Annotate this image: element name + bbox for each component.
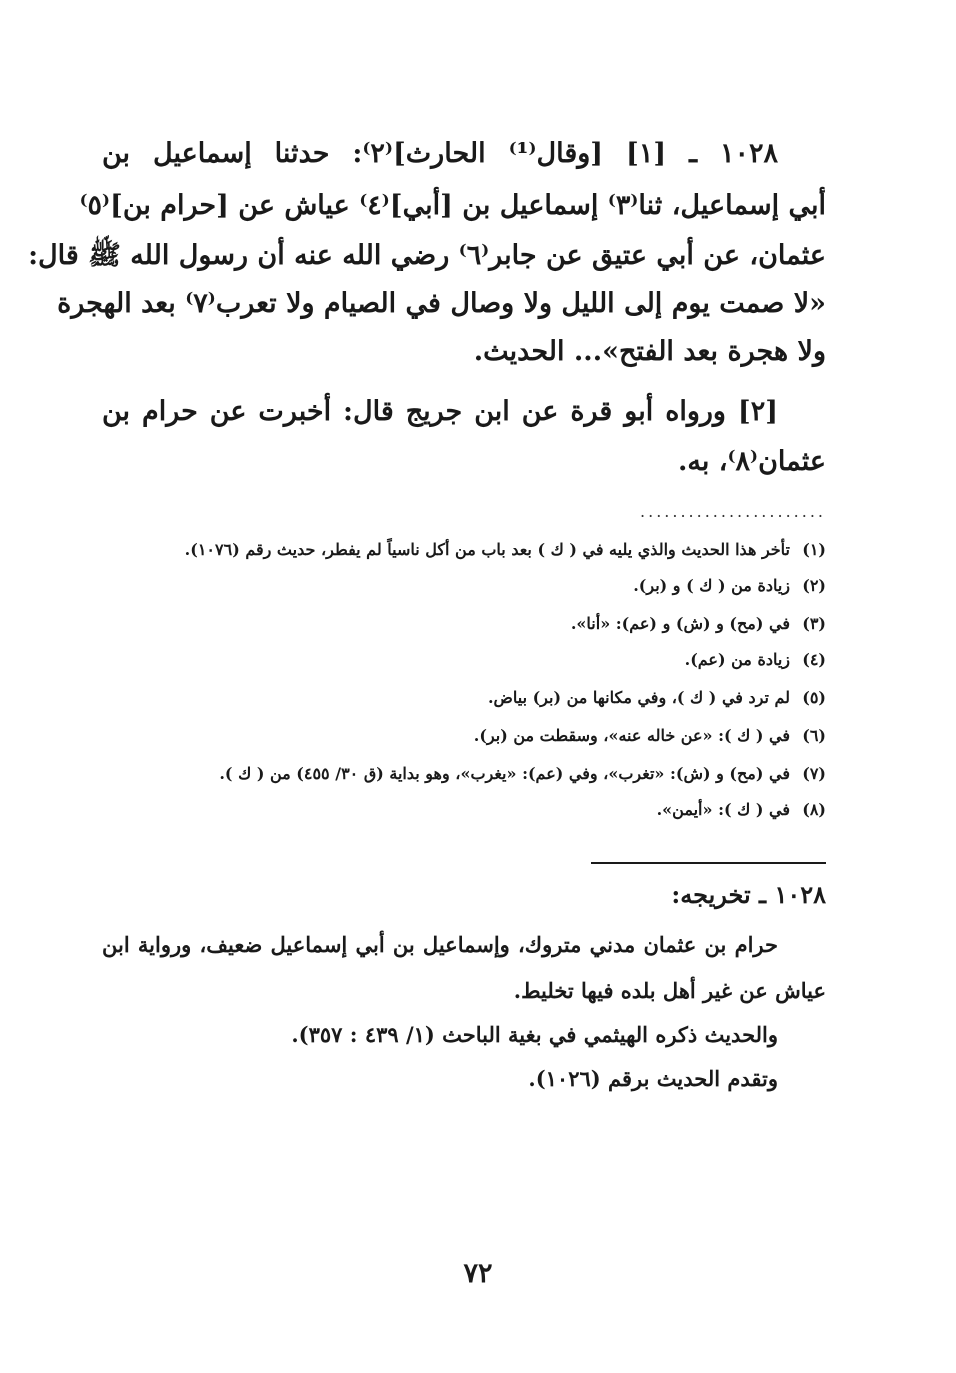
- main-text-line-6: [٢] ورواه أبو قرة عن ابن جريج قال: أخبرت عن حرام بن: [102, 396, 778, 427]
- footnote-number: (٥): [802, 688, 826, 707]
- footnote-number: (١): [802, 540, 826, 559]
- footnote-text: في ( ك ): «أيمن».: [656, 800, 790, 819]
- footnote-text: زيادة من ( ك ) و (بر).: [633, 576, 790, 595]
- footnote: [488, 688, 826, 707]
- footnote-separator: .......................: [640, 502, 826, 518]
- footnote: [657, 800, 826, 819]
- footnote: [571, 614, 826, 633]
- footnote-text: في (مح) و (ش) و (عم): «أنا».: [570, 614, 790, 633]
- takhrij-line-2: عياش عن غير أهل بلده فيها تخليط.: [513, 978, 826, 1003]
- footnote-number: (٨): [802, 800, 826, 819]
- footnote-number: (٣): [802, 614, 826, 633]
- takhrij-title: ١٠٢٨ ـ تخريجه:: [671, 880, 826, 909]
- page-number: ٧٢: [463, 1258, 493, 1289]
- takhrij-line-1: حرام بن عثمان مدني متروك، وإسماعيل بن أبي إسماعيل ضعيف، ورواية ابن: [102, 932, 778, 957]
- footnote-text: في (مح) و (ش): «تغرب»، وفي (عم): «يغرب»، وهو بداية (ق ٣٠/ ٤٥٥) من ( ك ).: [219, 764, 790, 783]
- footnote-number: (٤): [802, 650, 826, 669]
- section-divider: [591, 862, 826, 864]
- footnote-text: في ( ك ): «عن خاله عنه»، وسقطت من (بر).: [473, 726, 790, 745]
- footnote: [219, 764, 826, 783]
- main-text-line-3: عثمان، عن أبي عتيق عن جابر⁽٦⁾ رضي الله عنه أن رسول الله ﷺ قال:: [28, 240, 826, 271]
- main-text-line-1: ١٠٢٨ ـ [١] [وقال⁽¹⁾ الحارث]⁽٢⁾: حدثنا إسماعيل بن: [102, 138, 778, 169]
- footnote: [474, 726, 826, 745]
- main-text-line-5: ولا هجرة بعد الفتح»... الحديث.: [473, 336, 826, 367]
- takhrij-line-4: وتقدم الحديث برقم (١٠٢٦).: [528, 1066, 778, 1091]
- footnote-number: (٢): [802, 576, 826, 595]
- footnote-number: (٧): [802, 764, 826, 783]
- footnote: [685, 650, 826, 669]
- main-text-line-4: «لا صمت يوم إلى الليل ولا وصال في الصيام ولا تعرب⁽٧⁾ بعد الهجرة: [57, 288, 826, 319]
- footnote-number: (٦): [802, 726, 826, 745]
- footnote: [633, 576, 826, 595]
- footnote-text: تأخر هذا الحديث والذي يليه في ( ك ) بعد باب من أكل ناسياً لم يفطر، حديث رقم (١٠٧٦).: [184, 540, 790, 559]
- footnote-text: لم ترد في ( ك )، وفي مكانها من (بر) بياض.: [487, 688, 790, 707]
- footnote-text: زيادة من (عم).: [684, 650, 790, 669]
- takhrij-line-3: والحديث ذكره الهيثمي في بغية الباحث (١/ ٤٣٩ : ٣٥٧).: [291, 1022, 778, 1047]
- footnote: [185, 540, 826, 559]
- main-text-line-2: أبي إسماعيل، ثنا⁽٣⁾ إسماعيل بن [أبي]⁽٤⁾ عياش عن [حرام بن]⁽٥⁾: [79, 190, 826, 221]
- main-text-line-7: عثمان⁽٨⁾، به.: [677, 446, 826, 477]
